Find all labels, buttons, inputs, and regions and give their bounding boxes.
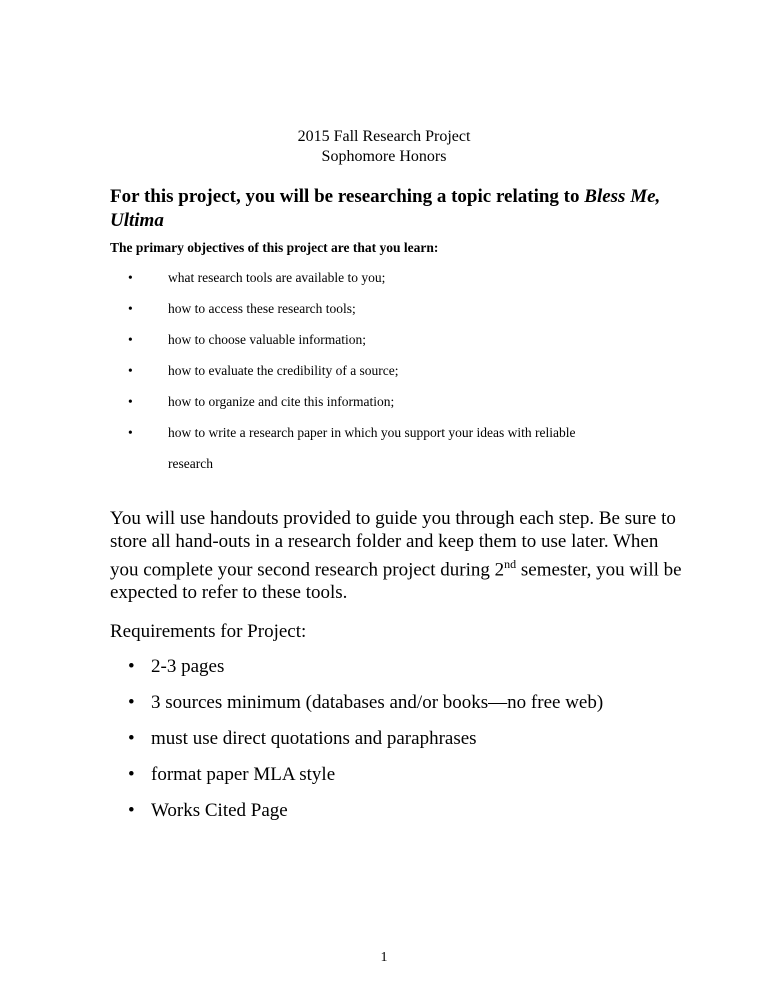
page-number: 1	[380, 950, 388, 965]
heading-line2	[110, 210, 164, 232]
objective-text: how to access these research tools;	[168, 301, 356, 316]
objective-text: how to choose valuable information;	[168, 332, 366, 347]
requirement-text: must use direct quotations and paraphrases	[151, 728, 477, 749]
bullet-icon: •	[128, 425, 133, 440]
para-line: You will use handouts provided to guide you through each step. Be sure to	[110, 508, 676, 529]
objective-text: how to write a research paper in which you support your ideas with reliable	[168, 425, 576, 440]
bullet-icon: •	[128, 270, 133, 285]
para-line: expected to refer to these tools.	[110, 582, 348, 604]
heading-line1	[110, 186, 660, 208]
objective-text: how to evaluate the credibility of a source;	[168, 363, 399, 378]
objectives-intro: The primary objectives of this project are that you learn:	[110, 240, 439, 255]
bullet-icon: •	[128, 764, 135, 785]
requirement-text: 2-3 pages	[151, 656, 225, 677]
objective-text: research	[168, 456, 213, 471]
doc-title: 2015 Fall Research Project	[297, 128, 471, 145]
objective-text: how to organize and cite this information;	[168, 394, 395, 409]
bullet-icon: •	[128, 394, 133, 409]
bullet-icon: •	[128, 332, 133, 347]
requirement-text: 3 sources minimum (databases and/or books—no free web)	[151, 692, 604, 713]
doc-subtitle: Sophomore Honors	[321, 148, 447, 165]
bullet-icon: •	[128, 800, 135, 821]
para-text: semester, you will be	[516, 559, 682, 581]
bullet-icon: •	[128, 301, 133, 316]
bullet-icon: •	[128, 656, 135, 677]
requirements-heading: Requirements for Project:	[110, 621, 307, 642]
superscript: nd	[504, 557, 517, 571]
para-line	[110, 553, 682, 581]
requirement-text: format paper MLA style	[151, 764, 336, 785]
para-text: you complete your second research project during 2	[110, 559, 505, 581]
bullet-icon: •	[128, 692, 135, 713]
requirement-text: Works Cited Page	[151, 800, 288, 821]
book-title-cont: Ultima	[110, 210, 164, 231]
para-line: store all hand-outs in a research folder and keep them to use later. When	[110, 531, 659, 552]
objective-text: what research tools are available to you;	[168, 270, 386, 285]
book-title: Bless Me,	[584, 186, 661, 207]
heading-text: For this project, you will be researching a topic relating to	[110, 186, 585, 207]
bullet-icon: •	[128, 728, 135, 749]
bullet-icon: •	[128, 363, 133, 378]
instructions-paragraph	[110, 507, 682, 604]
